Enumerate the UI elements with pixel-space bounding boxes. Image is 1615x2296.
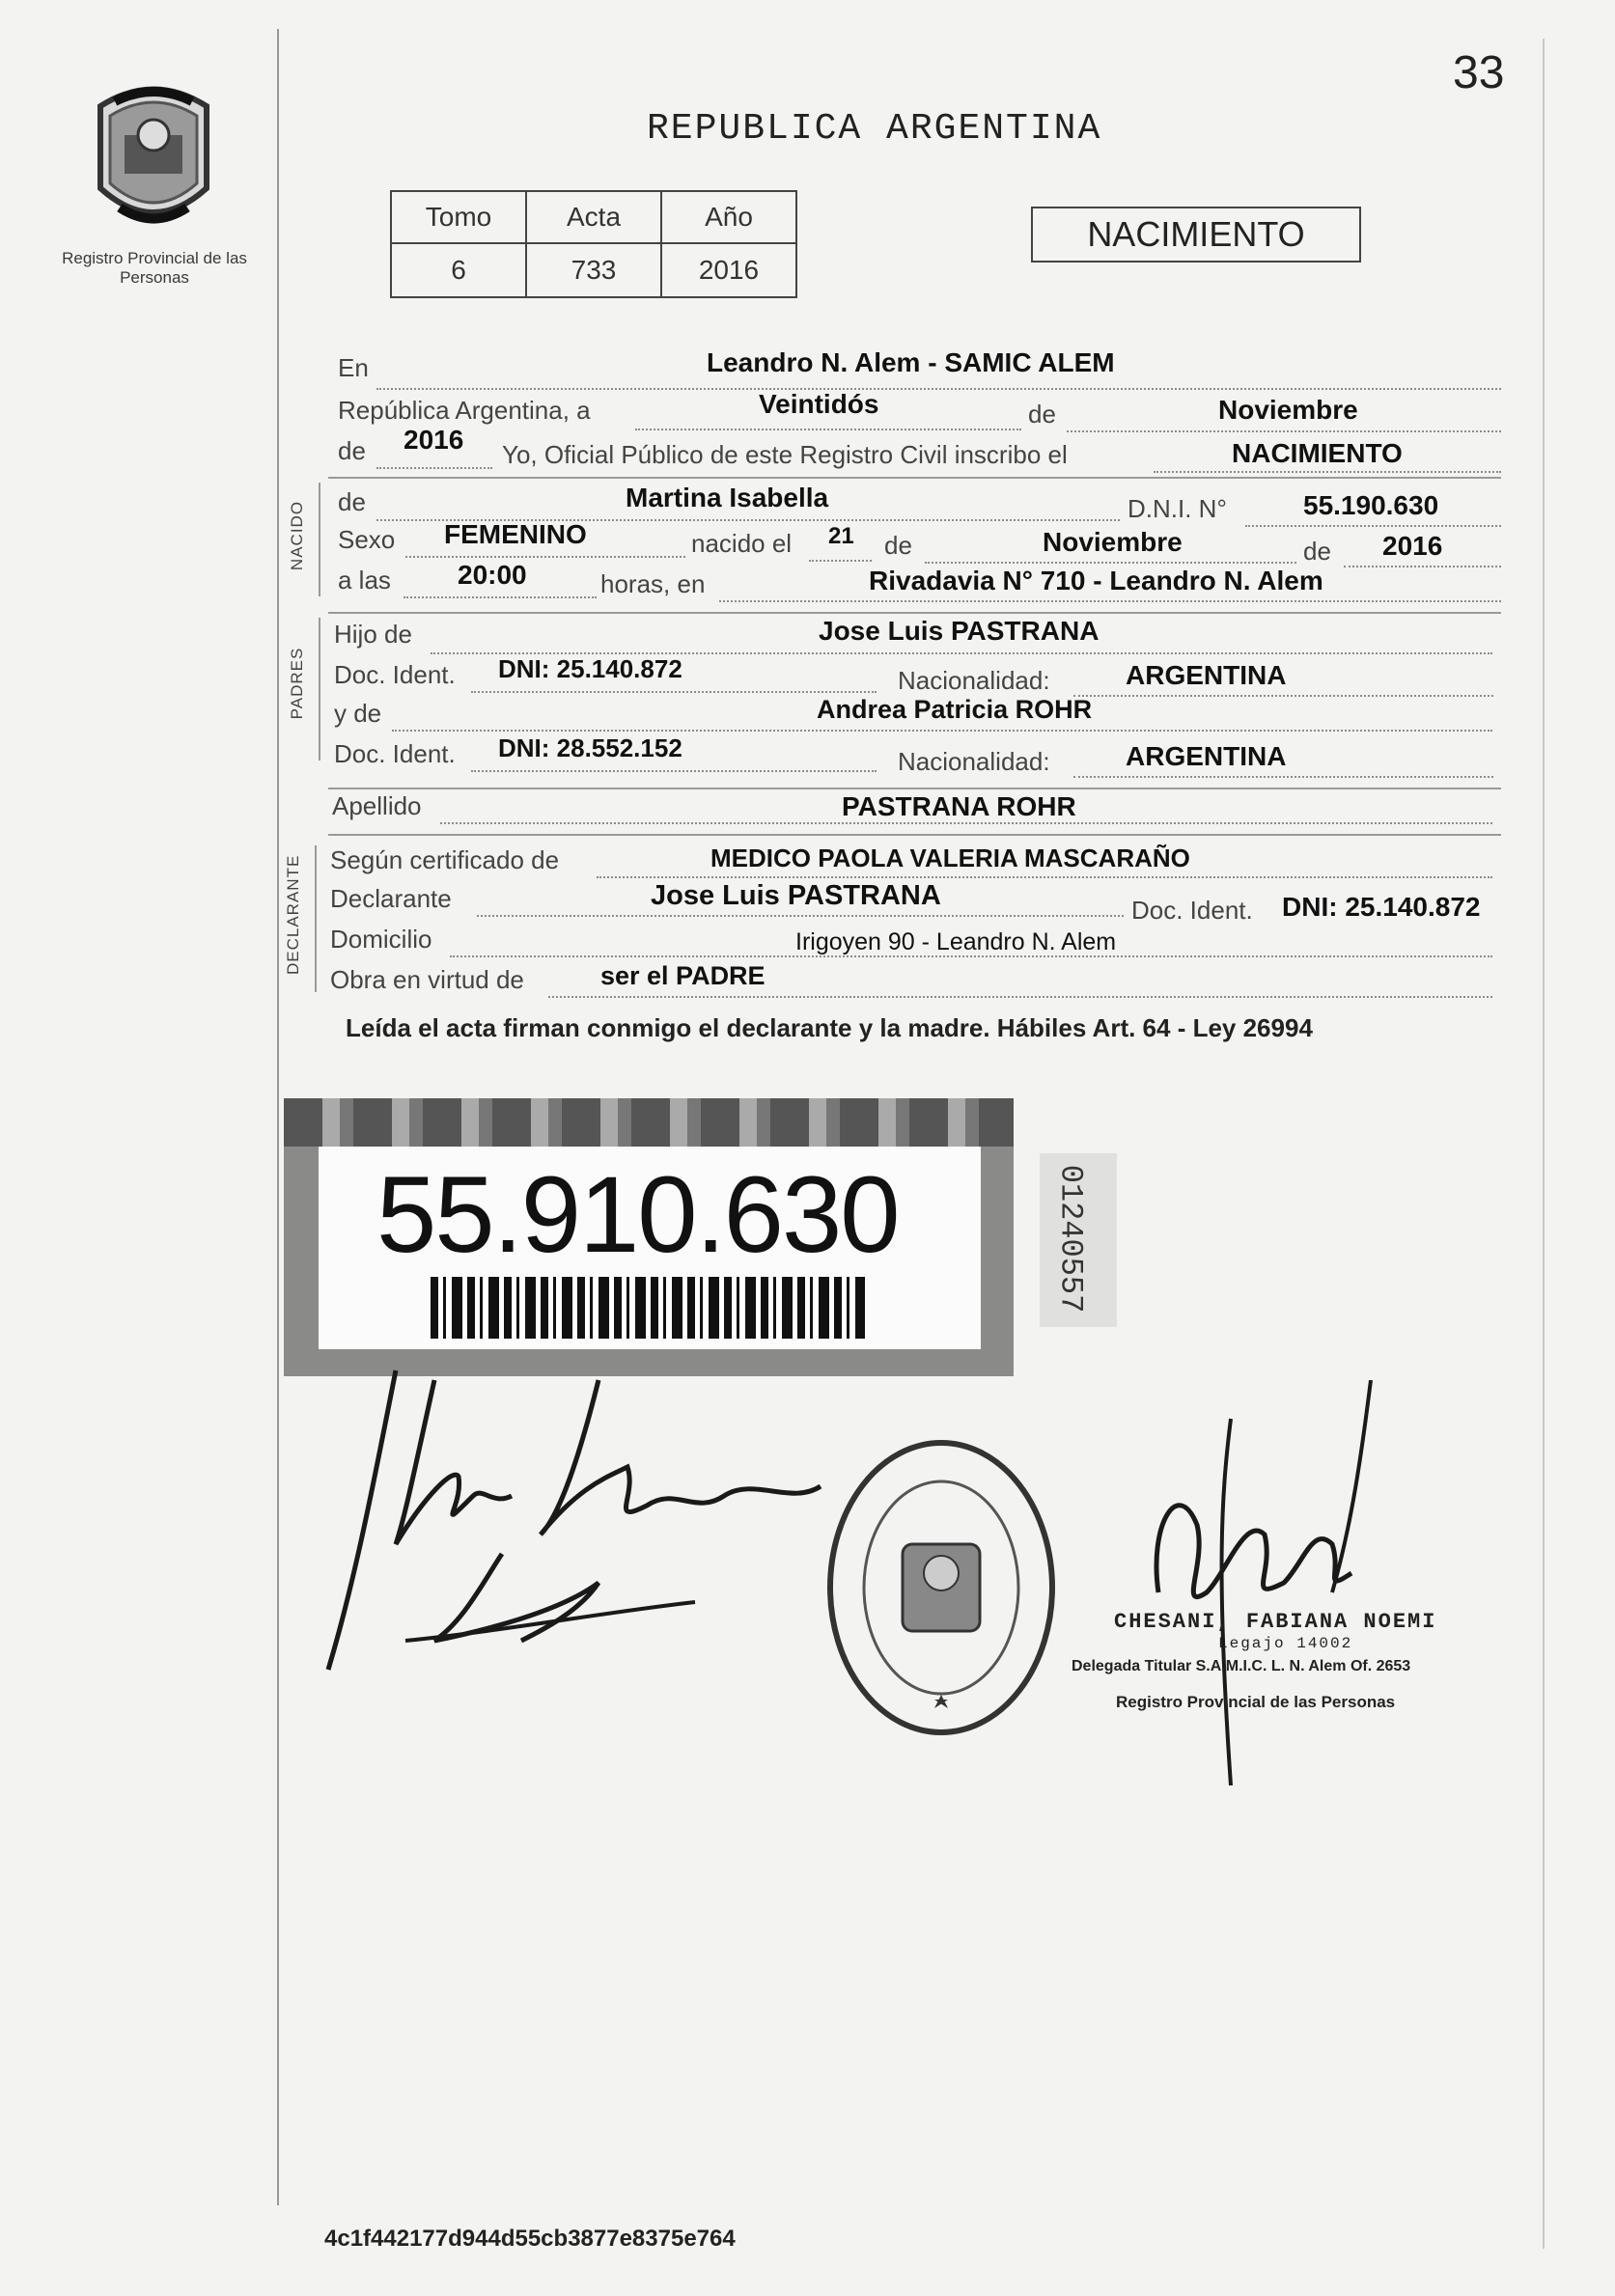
- dotted-line: [392, 730, 1492, 732]
- declarant-signature: [290, 1351, 849, 1703]
- dotted-line: [925, 562, 1296, 564]
- section-label-padres: PADRES: [288, 647, 306, 720]
- dotted-line: [1245, 525, 1501, 527]
- en-label: En: [338, 353, 369, 382]
- padre-doc: DNI: 25.140.872: [498, 654, 682, 683]
- section-label-nacido: NACIDO: [288, 500, 306, 571]
- page-edge: [1543, 39, 1545, 2249]
- inscribo-label: Yo, Oficial Público de este Registro Civil inscribo el: [502, 440, 1068, 469]
- dotted-line: [471, 691, 877, 693]
- dotted-line: [376, 388, 1501, 390]
- nacido-el-label: nacido el: [691, 529, 793, 558]
- horas-en-label: horas, en: [600, 569, 706, 598]
- section-divider: [328, 477, 1501, 479]
- padre-doc-label: Doc. Ident.: [334, 660, 456, 689]
- section-divider: [328, 834, 1501, 836]
- table-row: [391, 191, 796, 243]
- value-anio: 2016: [661, 243, 796, 297]
- section-bar: [315, 845, 317, 992]
- de-label-2: de: [884, 531, 912, 560]
- sticker-number: 55.910.630: [376, 1154, 899, 1275]
- dotted-line: [440, 822, 1492, 824]
- declarante-doc-label: Doc. Ident.: [1131, 896, 1253, 925]
- section-bar: [319, 483, 320, 596]
- apellido-value: PASTRANA ROHR: [842, 791, 1076, 821]
- domicilio-value: Irigoyen 90 - Leandro N. Alem: [795, 928, 1117, 955]
- republica-label: República Argentina, a: [338, 396, 591, 425]
- declarante-label: Declarante: [330, 884, 452, 913]
- anio-value: 2016: [404, 425, 464, 455]
- hijo-de-label: Hijo de: [334, 620, 412, 649]
- madre-doc: DNI: 28.552.152: [498, 733, 682, 762]
- padre-nacionalidad: ARGENTINA: [1126, 660, 1287, 690]
- dotted-line: [1073, 695, 1493, 697]
- value-acta: 733: [526, 243, 661, 297]
- document-hash: 4c1f442177d944d55cb3877e8375e764: [324, 2226, 736, 2252]
- dotted-line: [1344, 566, 1501, 567]
- lugar-value: Rivadavia N° 710 - Leandro N. Alem: [869, 566, 1323, 595]
- certificado-value: MEDICO PAOLA VALERIA MASCARAÑO: [710, 844, 1190, 872]
- official-signature: [1139, 1380, 1390, 1790]
- dotted-line: [405, 556, 685, 558]
- closing-statement: Leída el acta firman conmigo el declarante y la madre. Hábiles Art. 64 - Ley 26994: [346, 1013, 1313, 1042]
- dotted-line: [1067, 430, 1501, 432]
- table-row: [391, 243, 796, 297]
- section-label-declarante: DECLARANTE: [284, 854, 302, 975]
- certificado-label: Según certificado de: [330, 845, 560, 874]
- apellido-label: Apellido: [332, 791, 422, 820]
- dia-value: Veintidós: [759, 389, 879, 419]
- barcode-icon: [431, 1277, 865, 1339]
- madre-nacionalidad-label: Nacionalidad:: [898, 747, 1050, 776]
- document-title: REPUBLICA ARGENTINA: [647, 108, 1102, 150]
- record-table: [390, 190, 797, 298]
- dotted-line: [1073, 776, 1493, 778]
- section-divider: [328, 788, 1501, 789]
- dotted-line: [548, 996, 1492, 998]
- dotted-line: [635, 429, 1021, 430]
- anio-nacimiento: 2016: [1382, 531, 1443, 561]
- madre-nombre: Andrea Patricia ROHR: [817, 695, 1093, 724]
- mes-nacimiento: Noviembre: [1043, 527, 1183, 557]
- margin-line: [277, 29, 279, 2205]
- domicilio-label: Domicilio: [330, 925, 432, 954]
- declarante-doc: DNI: 25.140.872: [1282, 892, 1481, 922]
- provincial-emblem-icon: [81, 77, 226, 241]
- stamp-registro: Registro Provincial de las Personas: [1116, 1693, 1396, 1711]
- dotted-line: [477, 915, 1124, 917]
- dia-nacimiento: 21: [828, 523, 854, 549]
- value-tomo: 6: [391, 243, 526, 297]
- madre-nacionalidad: ARGENTINA: [1126, 741, 1287, 771]
- declarante-value: Jose Luis PASTRANA: [651, 880, 941, 911]
- dotted-line: [471, 770, 877, 772]
- header-acta: Acta: [526, 191, 661, 243]
- dotted-line: [376, 467, 492, 469]
- padre-nacionalidad-label: Nacionalidad:: [898, 666, 1050, 695]
- header-tomo: Tomo: [391, 191, 526, 243]
- section-bar: [319, 618, 320, 761]
- anio-label: de: [338, 436, 366, 465]
- sticker-label: [319, 1147, 981, 1349]
- record-type-box: NACIMIENTO: [1031, 207, 1361, 263]
- sticker-pattern: [284, 1098, 1014, 1147]
- dni-value: 55.190.630: [1303, 490, 1439, 520]
- mes-value: Noviembre: [1218, 395, 1358, 425]
- dotted-line: [809, 560, 872, 562]
- dotted-line: [404, 596, 597, 598]
- inscribo-value: NACIMIENTO: [1232, 438, 1403, 468]
- de-label: de: [1028, 400, 1056, 429]
- nacido-de-label: de: [338, 487, 366, 516]
- hora-value: 20:00: [458, 560, 527, 590]
- nombre-value: Martina Isabella: [626, 483, 829, 512]
- round-seal: [821, 1428, 1062, 1752]
- page-number: 33: [1453, 47, 1505, 98]
- stamp-legajo: Legajo 14002: [1218, 1635, 1353, 1652]
- de-label-3: de: [1303, 537, 1331, 566]
- side-code-text: 01240557: [1052, 1164, 1089, 1314]
- dotted-line: [719, 600, 1501, 602]
- section-divider: [328, 612, 1501, 614]
- y-de-label: y de: [334, 699, 382, 728]
- dni-label: D.N.I. N°: [1128, 494, 1227, 523]
- side-control-code: [1040, 1153, 1117, 1327]
- a-las-label: a las: [338, 566, 391, 595]
- padre-nombre: Jose Luis PASTRANA: [819, 616, 1100, 646]
- id-sticker: [284, 1098, 1014, 1376]
- registry-name: Registro Provincial de las Personas: [62, 249, 247, 287]
- en-value: Leandro N. Alem - SAMIC ALEM: [707, 347, 1115, 377]
- obra-value: ser el PADRE: [600, 961, 766, 990]
- stamp-cargo: Delegada Titular S.A.M.I.C. L. N. Alem Of. 2653: [1072, 1658, 1411, 1674]
- stamp-name: CHESANI, FABIANA NOEMI: [1114, 1610, 1437, 1634]
- dotted-line: [1154, 471, 1501, 473]
- sexo-value: FEMENINO: [444, 519, 587, 549]
- sexo-label: Sexo: [338, 525, 396, 554]
- header-anio: Año: [661, 191, 796, 243]
- dotted-line: [597, 876, 1492, 878]
- madre-doc-label: Doc. Ident.: [334, 739, 456, 768]
- obra-label: Obra en virtud de: [330, 965, 524, 994]
